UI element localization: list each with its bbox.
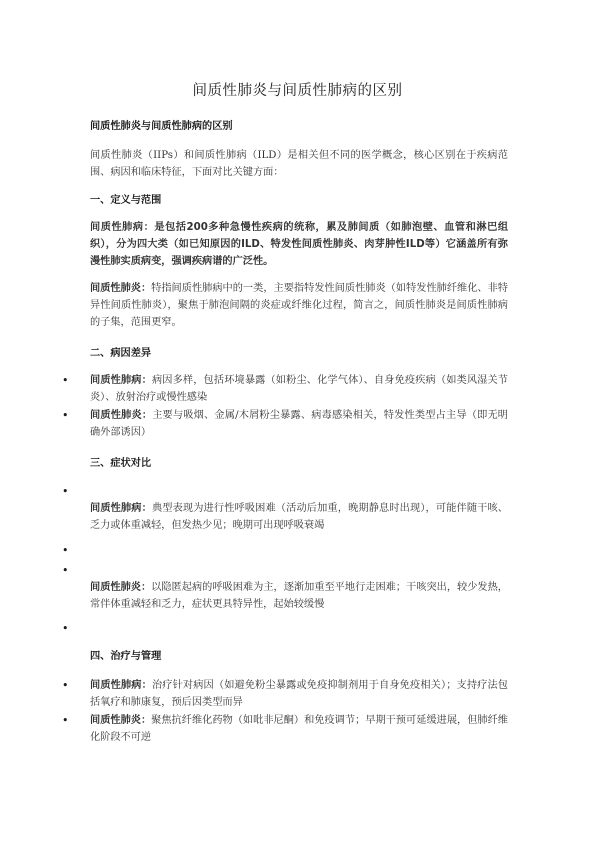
section-2-item-1 (90, 372, 508, 406)
intro-paragraph: 间质性肺炎（IIPs）和间质性肺病（ILD）是相关但不同的医学概念，核心区别在于疾病范围、病因和临床特征，下面对比关键方面： (90, 150, 508, 178)
section-2-heading: 二、病因差异 (90, 348, 152, 359)
list-bullet: • (62, 622, 69, 635)
subtitle: 间质性肺炎与间质性肺病的区别 (90, 121, 233, 132)
list-bullet: • (62, 679, 69, 692)
section-3-ild-label: 间质性肺病： (90, 503, 152, 514)
section-2-item-2-label: 间质性肺炎： (90, 410, 153, 421)
section-3-heading: 三、症状对比 (90, 458, 152, 469)
list-bullet: • (62, 544, 69, 557)
list-bullet: • (62, 409, 69, 422)
document-title: 间质性肺炎与间质性肺病的区别 (192, 83, 403, 99)
section-2-item-2 (90, 407, 508, 441)
section-3-ild-text: 典型表现为进行性呼吸困难（活动后加重，晚期静息时出现），可能伴随干咳、乏力或体重减轻，但发热少见；晚期可出现呼吸衰竭 (90, 503, 508, 531)
section-1-iip-label: 间质性肺炎： (90, 283, 152, 294)
section-4-heading: 四、治疗与管理 (90, 651, 162, 662)
section-1-ild-paragraph (90, 219, 508, 270)
section-4-item-2-text: 聚焦抗纤维化药物（如吡非尼酮）和免疫调节；早期干预可延缓进展，但肺纤维化阶段不可逆 (90, 715, 508, 743)
section-4-item-2 (90, 712, 508, 746)
section-2-item-1-text: 病因多样，包括环境暴露（如粉尘、化学气体）、自身免疫疾病（如类风湿关节炎）、放射治疗或慢性感染 (90, 375, 508, 403)
section-1-heading: 一、定义与范围 (90, 195, 162, 206)
list-bullet: • (62, 485, 69, 498)
section-3-iip-paragraph (90, 579, 508, 613)
section-2-item-1-label: 间质性肺病： (90, 375, 152, 386)
section-3-iip-label: 间质性肺炎： (90, 582, 152, 593)
list-bullet: • (62, 374, 69, 387)
section-1-ild-label: 间质性肺病： (90, 222, 155, 233)
section-4-item-1-label: 间质性肺病： (90, 680, 152, 691)
section-1-iip-paragraph (90, 280, 508, 331)
section-2-item-2-text: 主要与吸烟、金属/木屑粉尘暴露、病毒感染相关，特发性类型占主导（即无明确外部诱因） (90, 410, 508, 438)
section-3-iip-text: 以隐匿起病的呼吸困难为主，逐渐加重至平地行走困难；干咳突出，较少发热，常伴体重减轻和乏力，症状更具特异性，起始较缓慢 (90, 582, 508, 610)
section-1-ild-text: 是包括200多种急慢性疾病的统称，累及肺间质（如肺泡壁、血管和淋巴组织），分为四大类（如已知原因的ILD、特发性间质性肺炎、肉芽肿性ILD等）它涵盖所有弥漫性肺实质病变，强调疾病谱的广泛性。 (90, 222, 509, 267)
section-4-item-1 (90, 677, 508, 711)
list-bullet: • (62, 714, 69, 727)
section-1-iip-text: 特指间质性肺病中的一类，主要指特发性间质性肺炎（如特发性肺纤维化、非特异性间质性肺炎），聚焦于肺泡间隔的炎症或纤维化过程，简言之，间质性肺炎是间质性肺病的子集，范围更窄。 (90, 283, 508, 328)
section-4-item-2-label: 间质性肺炎： (90, 715, 152, 726)
section-3-ild-paragraph (90, 500, 508, 534)
list-bullet: • (62, 564, 69, 577)
section-4-item-1-text: 治疗针对病因（如避免粉尘暴露或免疫抑制剂用于自身免疫相关）；支持疗法包括氧疗和肺康复，预后因类型而异 (90, 680, 508, 708)
